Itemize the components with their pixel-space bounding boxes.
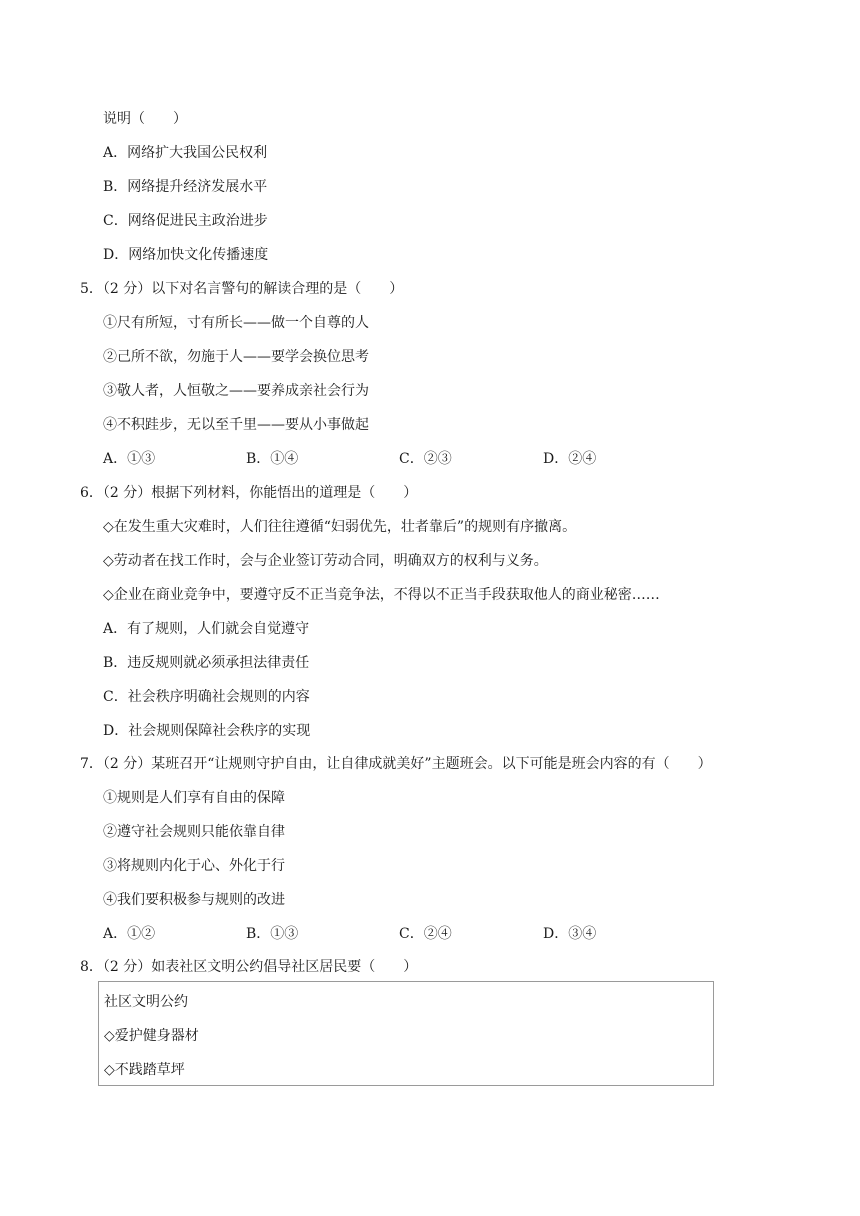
q5-statement-3: ③敬人者，人恒敬之——要养成亲社会行为 <box>103 383 369 399</box>
q5-option-a: A．①③ <box>103 451 156 467</box>
q4-option-b: B．网络提升经济发展水平 <box>103 179 268 195</box>
q4-option-d: D．网络加快文化传播速度 <box>103 247 269 263</box>
q6-material-3: ◇企业在商业竞争中，要遵守反不正当竞争法，不得以不正当手段获取他人的商业秘密…… <box>103 587 660 603</box>
q6-material-1: ◇在发生重大灾难时，人们往往遵循“妇弱优先，壮者靠后”的规则有序撤离。 <box>103 519 577 535</box>
q7-option-c: C．②④ <box>399 926 452 942</box>
q5-statement-1: ①尺有所短，寸有所长——做一个自尊的人 <box>103 315 369 331</box>
q6-option-b: B．违反规则就必须承担法律责任 <box>103 655 310 671</box>
q5-stem: 5．（2 分）以下对名言警句的解读合理的是（ ） <box>80 281 404 297</box>
q7-stem: 7．（2 分）某班召开“让规则守护自由，让自律成就美好”主题班会。以下可能是班会内容的有（ ） <box>80 756 712 772</box>
q7-statement-1: ①规则是人们享有自由的保障 <box>103 790 285 806</box>
q5-option-d: D．②④ <box>543 451 597 467</box>
q8-table-item-2: ◇不践踏草坪 <box>104 1062 185 1078</box>
q6-option-d: D．社会规则保障社会秩序的实现 <box>103 723 311 739</box>
q4-stem-tail: 说明（ ） <box>103 111 187 127</box>
q6-stem: 6．（2 分）根据下列材料，你能悟出的道理是（ ） <box>80 485 418 501</box>
q8-convention-table <box>98 981 714 1086</box>
q7-option-b: B．①③ <box>246 926 299 942</box>
q5-option-b: B．①④ <box>246 451 299 467</box>
q6-option-c: C．社会秩序明确社会规则的内容 <box>103 689 310 705</box>
q7-statement-2: ②遵守社会规则只能依靠自律 <box>103 824 285 840</box>
q8-stem: 8．（2 分）如表社区文明公约倡导社区居民要（ ） <box>80 959 418 975</box>
q4-option-c: C．网络促进民主政治进步 <box>103 213 268 229</box>
q7-statement-4: ④我们要积极参与规则的改进 <box>103 892 285 908</box>
q5-option-c: C．②③ <box>399 451 452 467</box>
q6-material-2: ◇劳动者在找工作时，会与企业签订劳动合同，明确双方的权利与义务。 <box>103 553 548 569</box>
q5-statement-2: ②己所不欲，勿施于人——要学会换位思考 <box>103 349 369 365</box>
q8-table-item-1: ◇爱护健身器材 <box>104 1028 199 1044</box>
q6-option-a: A．有了规则，人们就会自觉遵守 <box>103 621 310 637</box>
q7-option-a: A．①② <box>103 926 156 942</box>
q4-option-a: A．网络扩大我国公民权利 <box>103 145 268 161</box>
q7-statement-3: ③将规则内化于心、外化于行 <box>103 858 285 874</box>
q8-table-title: 社区文明公约 <box>104 994 188 1010</box>
q7-option-d: D．③④ <box>543 926 597 942</box>
q5-statement-4: ④不积跬步，无以至千里——要从小事做起 <box>103 417 369 433</box>
